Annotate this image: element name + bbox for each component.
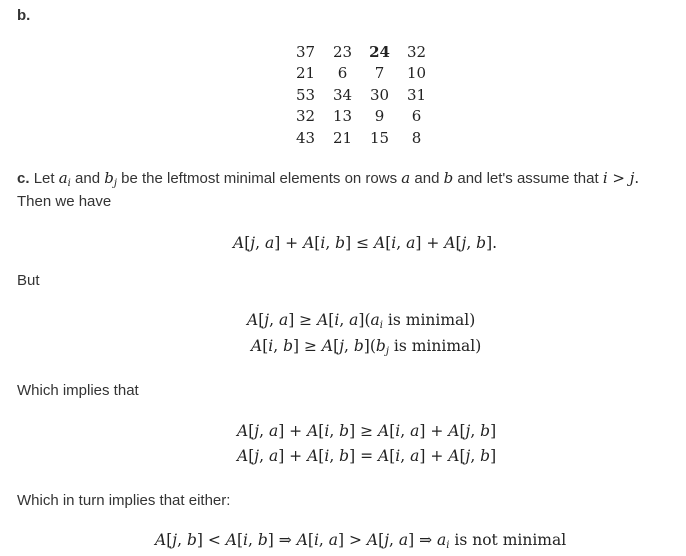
intro-leftmost: be the leftmost minimal elements on rows xyxy=(121,170,398,187)
matrix-cell: 10 xyxy=(406,64,427,83)
matrix-cell: 6 xyxy=(411,107,422,126)
then-we-have: Then we have xyxy=(17,193,112,210)
matrix-row xyxy=(287,84,435,106)
matrix-cell: 24 xyxy=(369,42,390,61)
which-implies-label: Which implies that xyxy=(17,382,139,399)
section-c-label: c. xyxy=(17,170,30,187)
intro-and-1: and xyxy=(75,170,101,187)
equation-4: A[j, a] + A[i, b] ≥ A[i, a] + A[j, b] xyxy=(237,422,497,440)
matrix-cell: 6 xyxy=(337,64,348,83)
matrix-cell: 23 xyxy=(332,42,353,61)
equation-2: A[j, a] ≥ A[i, $a](a_i$ is minimal) xyxy=(247,311,476,331)
matrix-row xyxy=(287,41,435,63)
intro-assume: and let's assume that xyxy=(457,170,599,187)
math-bj: $b_j$ xyxy=(104,169,117,189)
matrix-cell: 32 xyxy=(406,42,427,61)
equation-1: A[j, a] + A[i, b] ≤ A[i, a] + A[j, b]. xyxy=(233,234,498,252)
matrix-cell: 15 xyxy=(369,128,390,147)
matrix-cell: 8 xyxy=(411,128,422,147)
matrix-row xyxy=(287,63,435,85)
matrix-row xyxy=(287,127,435,149)
matrix-cell: 37 xyxy=(295,42,316,61)
equation-5: A[j, a] + A[i, b] = A[i, a] + A[j, b] xyxy=(237,447,497,465)
section-b-label: b. xyxy=(17,7,31,24)
matrix-cell: 30 xyxy=(369,85,390,104)
equation-6: A[j, b] < A[i, b] ⇒ A[i, a] > A[j, a] ⇒ $a_i$ is not minimal xyxy=(155,531,567,551)
but-label: But xyxy=(17,272,40,289)
math-i-gt-j: i > j. xyxy=(602,169,640,187)
is-not-minimal: is not minimal xyxy=(454,531,567,549)
math-a: a xyxy=(401,169,411,187)
math-b: b xyxy=(443,169,454,187)
matrix-row xyxy=(287,106,435,128)
matrix-cell: 21 xyxy=(332,128,353,147)
intro-and-2: and xyxy=(414,170,440,187)
matrix-cell: 7 xyxy=(374,64,385,83)
matrix-cell: 13 xyxy=(332,107,353,126)
matrix-cell: 53 xyxy=(295,85,316,104)
is-minimal-2: is minimal xyxy=(393,337,476,355)
is-minimal-1: is minimal xyxy=(387,311,470,329)
matrix-cell: 21 xyxy=(295,64,316,83)
matrix-table xyxy=(287,41,435,149)
matrix-cell: 34 xyxy=(332,85,353,104)
equation-3: A[i, b] ≥ A[j, $b](b_j$ is minimal) xyxy=(251,337,482,357)
matrix-cell: 9 xyxy=(374,107,385,126)
matrix-cell: 43 xyxy=(295,128,316,147)
intro-let: Let xyxy=(33,170,55,187)
math-ai: $a_i$ xyxy=(58,169,71,189)
which-in-turn-label: Which in turn implies that either: xyxy=(17,492,231,509)
matrix-cell: 32 xyxy=(295,107,316,126)
matrix-cell: 31 xyxy=(406,85,427,104)
section-c-intro xyxy=(17,168,639,194)
